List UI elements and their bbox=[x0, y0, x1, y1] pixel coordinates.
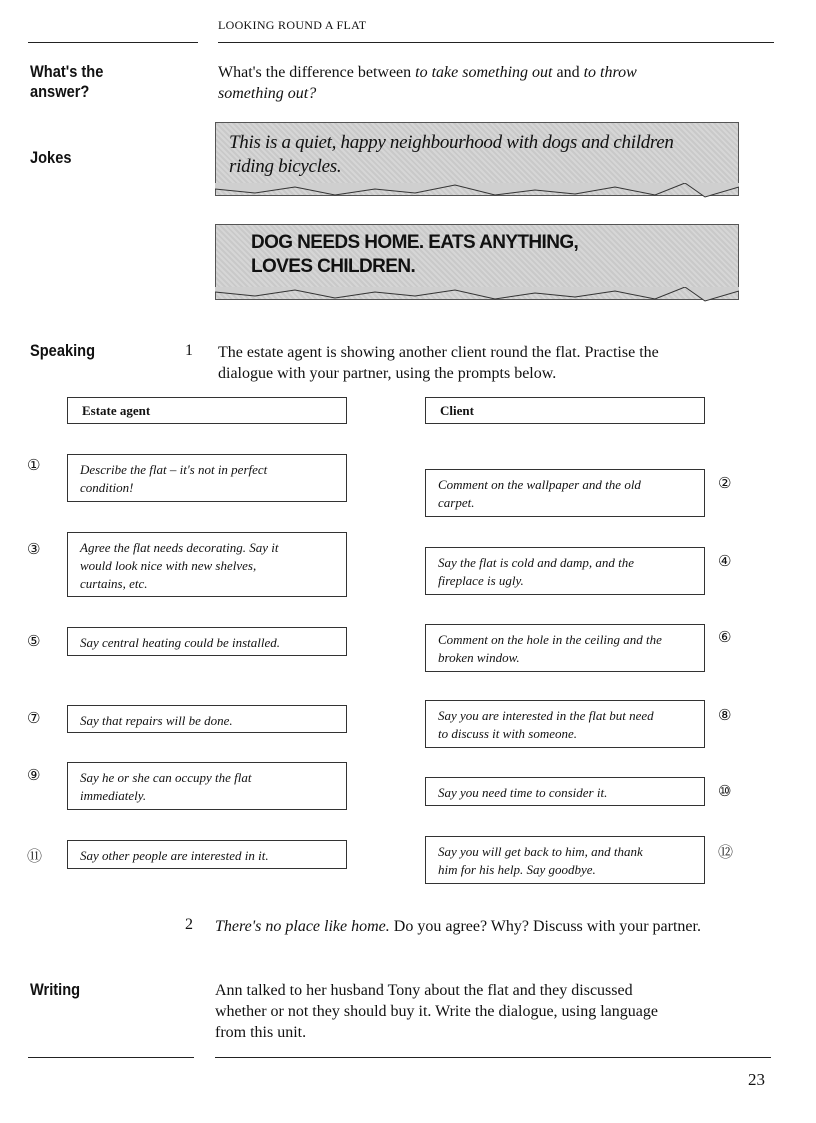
joke-sign-1-text: This is a quiet, happy neighbourhood with dogs and children riding bicycles. bbox=[229, 132, 674, 177]
writing-heading: Writing bbox=[30, 980, 81, 999]
footer-rule-right bbox=[215, 1057, 771, 1058]
prompt-box-client-10: Say you need time to consider it. bbox=[425, 777, 705, 806]
running-header: LOOKING ROUND A FLAT bbox=[218, 18, 367, 32]
speaking-heading: Speaking bbox=[30, 341, 96, 360]
torn-edge-1 bbox=[215, 183, 739, 203]
torn-edge-2 bbox=[215, 287, 739, 307]
prompt-box-agent-7: Say that repairs will be done. bbox=[67, 705, 347, 733]
prompt-box-client-12: Say you will get back to him, and thank him for his help. Say goodbye. bbox=[425, 836, 705, 884]
joke-sign-2 bbox=[215, 224, 739, 300]
prompt-number-3: ③ bbox=[27, 540, 41, 558]
joke-sign-2-text: DOG NEEDS HOME. EATS ANYTHING, LOVES CHILDREN. bbox=[251, 232, 579, 277]
header-rule-right bbox=[218, 42, 774, 43]
joke-sign-1 bbox=[215, 122, 739, 196]
prompt-number-11: ⑪ bbox=[27, 847, 43, 865]
prompt-number-4: ④ bbox=[718, 552, 732, 570]
prompt-box-agent-1: Describe the flat – it's not in perfect condition! bbox=[67, 454, 347, 502]
prompt-number-7: ⑦ bbox=[27, 709, 41, 727]
task1-instructions: The estate agent is showing another client round the flat. Practise the dialogue with your partner, using the prompts below. bbox=[218, 344, 659, 382]
prompt-number-10: ⑩ bbox=[718, 782, 732, 800]
answer-heading: What's the answer? bbox=[30, 62, 104, 101]
prompt-box-client-8: Say you are interested in the flat but need to discuss it with someone. bbox=[425, 700, 705, 748]
footer-rule-left bbox=[28, 1057, 194, 1058]
prompt-box-agent-11: Say other people are interested in it. bbox=[67, 840, 347, 869]
prompt-number-1: ① bbox=[27, 456, 41, 474]
page-number: 23 bbox=[748, 1070, 765, 1089]
header-rule-left bbox=[28, 42, 198, 43]
prompt-box-client-2: Comment on the wallpaper and the old carpet. bbox=[425, 469, 705, 517]
estate-agent-column-header: Estate agent bbox=[67, 397, 347, 424]
task2-instructions: There's no place like home. Do you agree? Why? Discuss with your partner. bbox=[215, 918, 701, 935]
prompt-box-agent-9: Say he or she can occupy the flat immediately. bbox=[67, 762, 347, 810]
task2-number: 2 bbox=[185, 916, 193, 933]
prompt-box-client-6: Comment on the hole in the ceiling and the broken window. bbox=[425, 624, 705, 672]
prompt-number-9: ⑨ bbox=[27, 766, 41, 784]
prompt-number-6: ⑥ bbox=[718, 628, 732, 646]
task1-number: 1 bbox=[185, 342, 193, 359]
prompt-box-agent-3: Agree the flat needs decorating. Say it would look nice with new shelves, curtains, etc. bbox=[67, 532, 347, 597]
prompt-number-2: ② bbox=[718, 474, 732, 492]
prompt-box-client-4: Say the flat is cold and damp, and the fireplace is ugly. bbox=[425, 547, 705, 595]
prompt-number-12: ⑫ bbox=[718, 843, 734, 861]
prompt-number-5: ⑤ bbox=[27, 632, 41, 650]
answer-question: What's the difference between to take something out and to throw something out? bbox=[218, 64, 637, 102]
prompt-number-8: ⑧ bbox=[718, 706, 732, 724]
writing-instructions: Ann talked to her husband Tony about the flat and they discussed whether or not they should buy it. Write the dialogue, using language from this unit. bbox=[215, 982, 658, 1041]
prompt-box-agent-5: Say central heating could be installed. bbox=[67, 627, 347, 656]
jokes-heading: Jokes bbox=[30, 148, 72, 167]
client-column-header: Client bbox=[425, 397, 705, 424]
